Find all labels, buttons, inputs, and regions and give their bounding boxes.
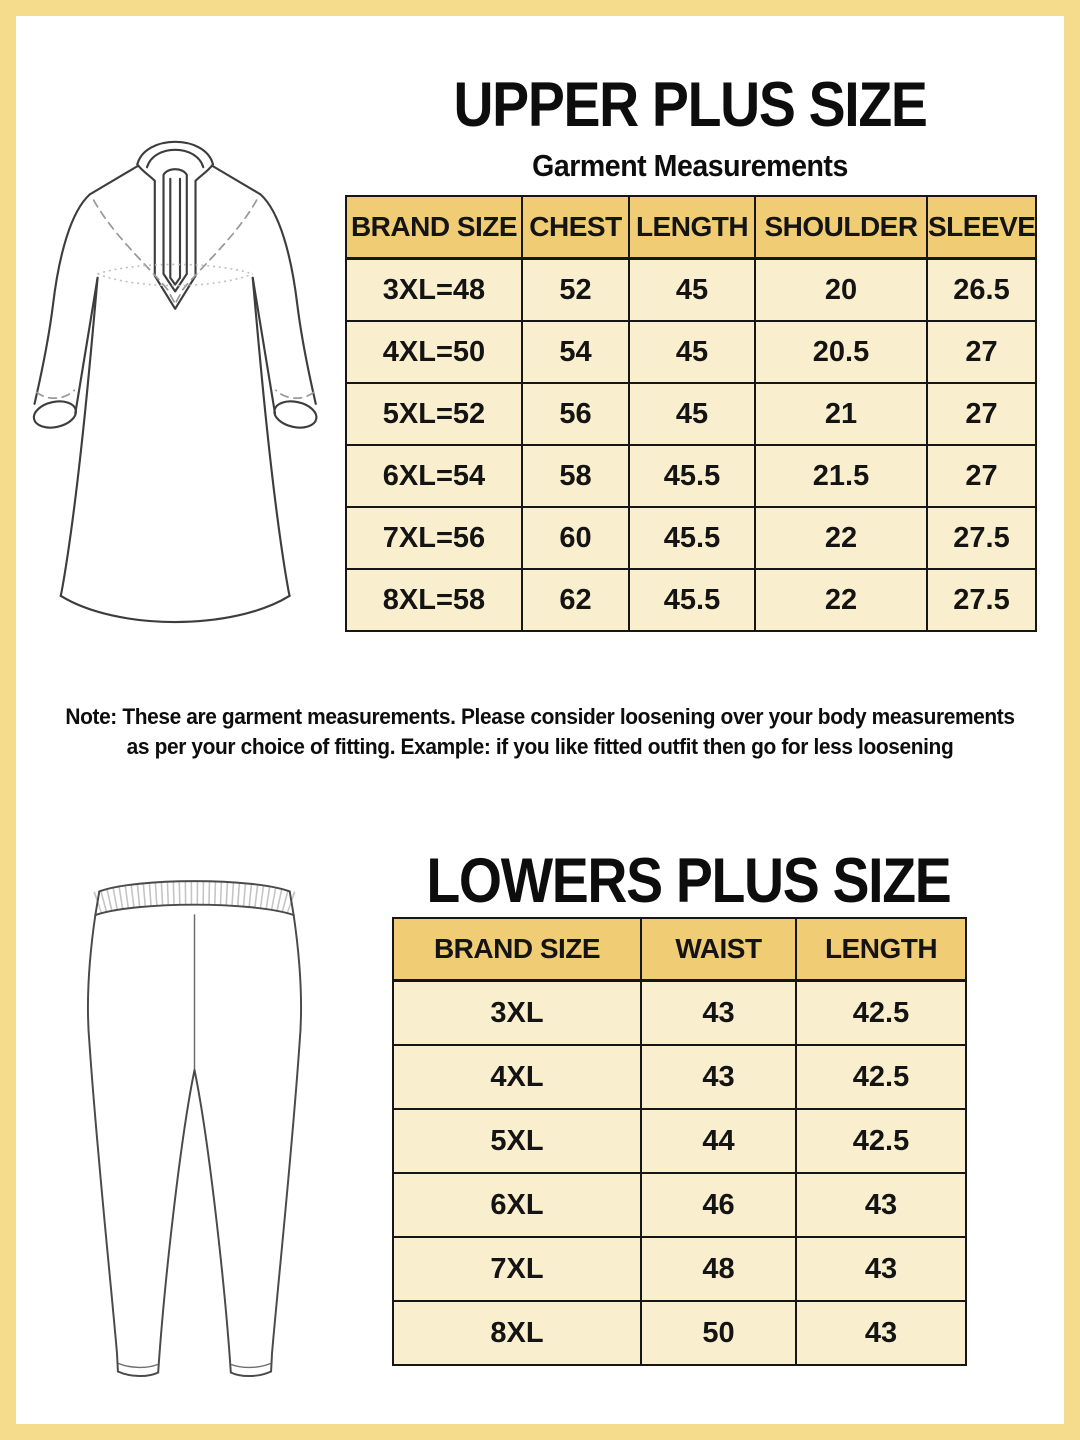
note-text [42,702,1038,762]
table-cell: 20.5 [755,321,927,383]
note-line-1: Note: These are garment measurements. Please consider loosening over your body measurements [65,704,1015,729]
column-header: BRAND SIZE [393,918,641,981]
table-cell: 43 [796,1173,966,1237]
lower-section-title: LOWERS PLUS SIZE [426,846,951,916]
table-row [346,321,1036,383]
table-cell: 4XL [393,1045,641,1109]
table-cell: 45.5 [629,569,755,631]
upper-size-table [345,195,1037,632]
table-cell: 7XL=56 [346,507,522,569]
garment-measurements-subtitle: Garment Measurements [532,148,848,183]
table-cell: 5XL [393,1109,641,1173]
table-row [393,1045,966,1109]
column-header: CHEST [522,196,629,259]
header-row [393,918,966,981]
pants-icon [52,862,337,1397]
table-cell: 3XL=48 [346,259,522,322]
column-header: SLEEVE [927,196,1036,259]
table-cell: 8XL=58 [346,569,522,631]
table-cell: 20 [755,259,927,322]
table-cell: 45 [629,259,755,322]
table-cell: 27 [927,383,1036,445]
table-row [393,981,966,1046]
table-cell: 4XL=50 [346,321,522,383]
table-cell: 46 [641,1173,796,1237]
table-cell: 48 [641,1237,796,1301]
table-cell: 27 [927,321,1036,383]
table-cell: 26.5 [927,259,1036,322]
table-cell: 52 [522,259,629,322]
column-header: BRAND SIZE [346,196,522,259]
column-header: SHOULDER [755,196,927,259]
kurta-icon [20,105,340,660]
table-cell: 42.5 [796,1045,966,1109]
table-cell: 58 [522,445,629,507]
table-row [346,259,1036,322]
table-cell: 8XL [393,1301,641,1365]
table-cell: 60 [522,507,629,569]
table-row [346,383,1036,445]
table-cell: 50 [641,1301,796,1365]
table-row [393,1109,966,1173]
table-cell: 6XL [393,1173,641,1237]
table-row [346,445,1036,507]
table-cell: 45 [629,321,755,383]
table-cell: 22 [755,569,927,631]
column-header: WAIST [641,918,796,981]
table-cell: 21.5 [755,445,927,507]
table-cell: 27 [927,445,1036,507]
table-cell: 43 [796,1301,966,1365]
table-cell: 43 [641,1045,796,1109]
table-row [393,1173,966,1237]
table-row [393,1301,966,1365]
table-cell: 22 [755,507,927,569]
table-cell: 5XL=52 [346,383,522,445]
table-cell: 44 [641,1109,796,1173]
table-cell: 45.5 [629,445,755,507]
table-row [346,507,1036,569]
column-header: LENGTH [796,918,966,981]
table-cell: 45 [629,383,755,445]
lower-size-table [392,917,967,1366]
note-line-2: as per your choice of fitting. Example: if you like fitted outfit then go for less loosening [126,734,954,759]
table-cell: 43 [796,1237,966,1301]
table-cell: 45.5 [629,507,755,569]
upper-section-title: UPPER PLUS SIZE [453,70,927,140]
table-cell: 6XL=54 [346,445,522,507]
column-header: LENGTH [629,196,755,259]
table-cell: 43 [641,981,796,1046]
table-cell: 27.5 [927,569,1036,631]
table-cell: 3XL [393,981,641,1046]
table-cell: 56 [522,383,629,445]
table-cell: 62 [522,569,629,631]
table-cell: 42.5 [796,981,966,1046]
table-cell: 21 [755,383,927,445]
table-cell: 27.5 [927,507,1036,569]
table-cell: 54 [522,321,629,383]
table-cell: 7XL [393,1237,641,1301]
header-row [346,196,1036,259]
table-row [346,569,1036,631]
table-row [393,1237,966,1301]
table-cell: 42.5 [796,1109,966,1173]
